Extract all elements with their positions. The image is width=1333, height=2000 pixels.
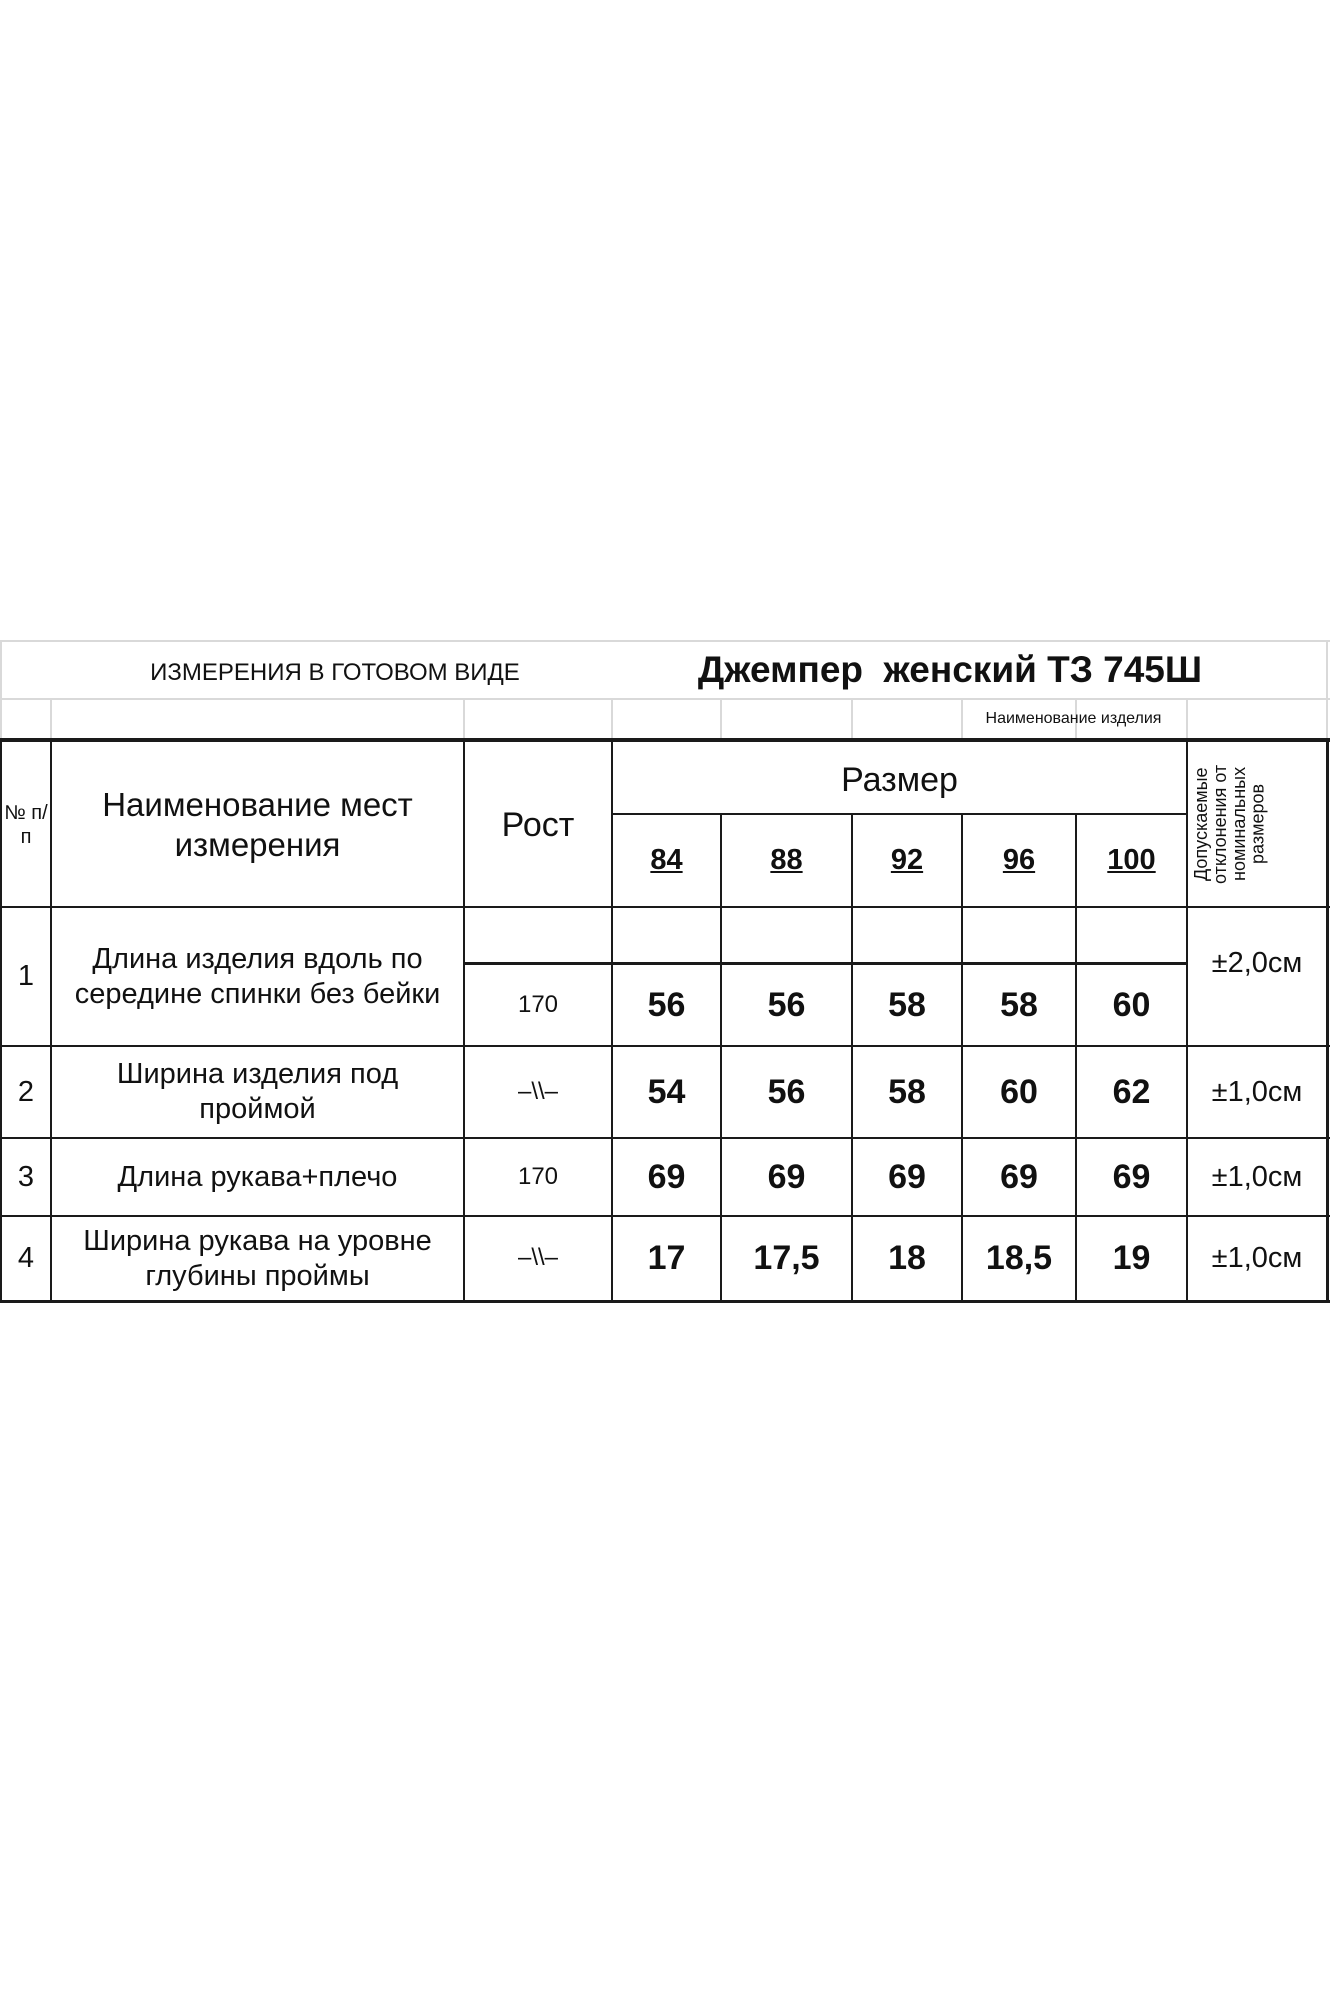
grid-line [611,700,613,740]
row-name: Длина рукава+плечо [117,1160,398,1193]
row-value: 19 [1112,1239,1151,1278]
grid-line [1326,640,1328,740]
col-header-name: Наименование мест измерения [102,786,413,863]
col-header-size: Размер [841,760,958,799]
row-tolerance: ±1,0см [1211,1075,1303,1108]
measure-title: ИЗМЕРЕНИЯ В ГОТОВОМ ВИДЕ [150,658,520,686]
grid-line [0,698,1330,700]
row-height: 170 [517,990,559,1018]
product-caption: Наименование изделия [985,710,1162,728]
row-value: 69 [888,1157,926,1196]
row-value: 54 [647,1072,686,1111]
grid-line [463,700,465,740]
grid-line [1186,700,1188,740]
grid-line [50,700,52,740]
row-value: 69 [1000,1157,1038,1196]
product-title: Джемпер женский ТЗ 745Ш [697,648,1203,690]
size-header: 92 [890,843,924,876]
size-header: 88 [770,843,803,876]
row-value: 60 [1112,985,1151,1024]
row-tolerance: ±1,0см [1211,1160,1303,1193]
col-header-height-label: Рост [501,805,575,844]
size-header: 96 [1002,843,1036,876]
grid-line [720,700,722,740]
size-header: 84 [650,843,683,876]
grid-line [851,700,853,740]
table-border [611,813,1186,815]
row-value: 69 [1112,1157,1151,1196]
row-number: 1 [17,960,35,993]
row-name: Длина изделия вдоль по середине спинки без бейки [74,942,441,1010]
row-tolerance: ±1,0см [1211,1242,1303,1275]
row-value: 56 [767,1072,806,1111]
size-header: 100 [1107,843,1156,876]
grid-line [0,640,1330,642]
row-number: 4 [17,1242,35,1275]
row-value: 69 [767,1157,806,1196]
row-value: 18 [888,1239,926,1278]
row-value: 62 [1112,1072,1151,1111]
row-name: Ширина изделия под проймой [116,1058,399,1125]
row-tolerance: ±2,0см [1211,946,1303,979]
row-value: 17,5 [753,1239,820,1278]
table-border [0,738,1330,742]
row-number: 2 [17,1075,35,1108]
table-border [0,1300,1330,1303]
row-height: –\\– [517,1244,559,1272]
row-height: 170 [517,1162,559,1190]
row-number: 3 [17,1160,35,1193]
row-height: –\\– [517,1077,559,1105]
row-value: 56 [647,985,686,1024]
col-header-number: № п/п [4,802,48,848]
col-header-tolerance: Допускаемые отклонения от номинальных размеров [1191,764,1268,884]
row-value: 18,5 [985,1239,1053,1278]
row-value: 56 [767,985,806,1024]
table-border [50,738,52,1303]
row-value: 58 [888,985,926,1024]
col-header-height [465,770,611,880]
size-chart-sheet [0,640,1333,1310]
row-value: 17 [647,1239,686,1278]
row-name: Ширина рукава на уровне глубины проймы [83,1224,432,1292]
grid-line [0,640,2,740]
row-value: 58 [1000,985,1038,1024]
row-value: 58 [888,1072,926,1111]
row-value: 69 [647,1157,686,1196]
row-value: 60 [1000,1072,1038,1111]
table-border [1326,738,1329,1303]
